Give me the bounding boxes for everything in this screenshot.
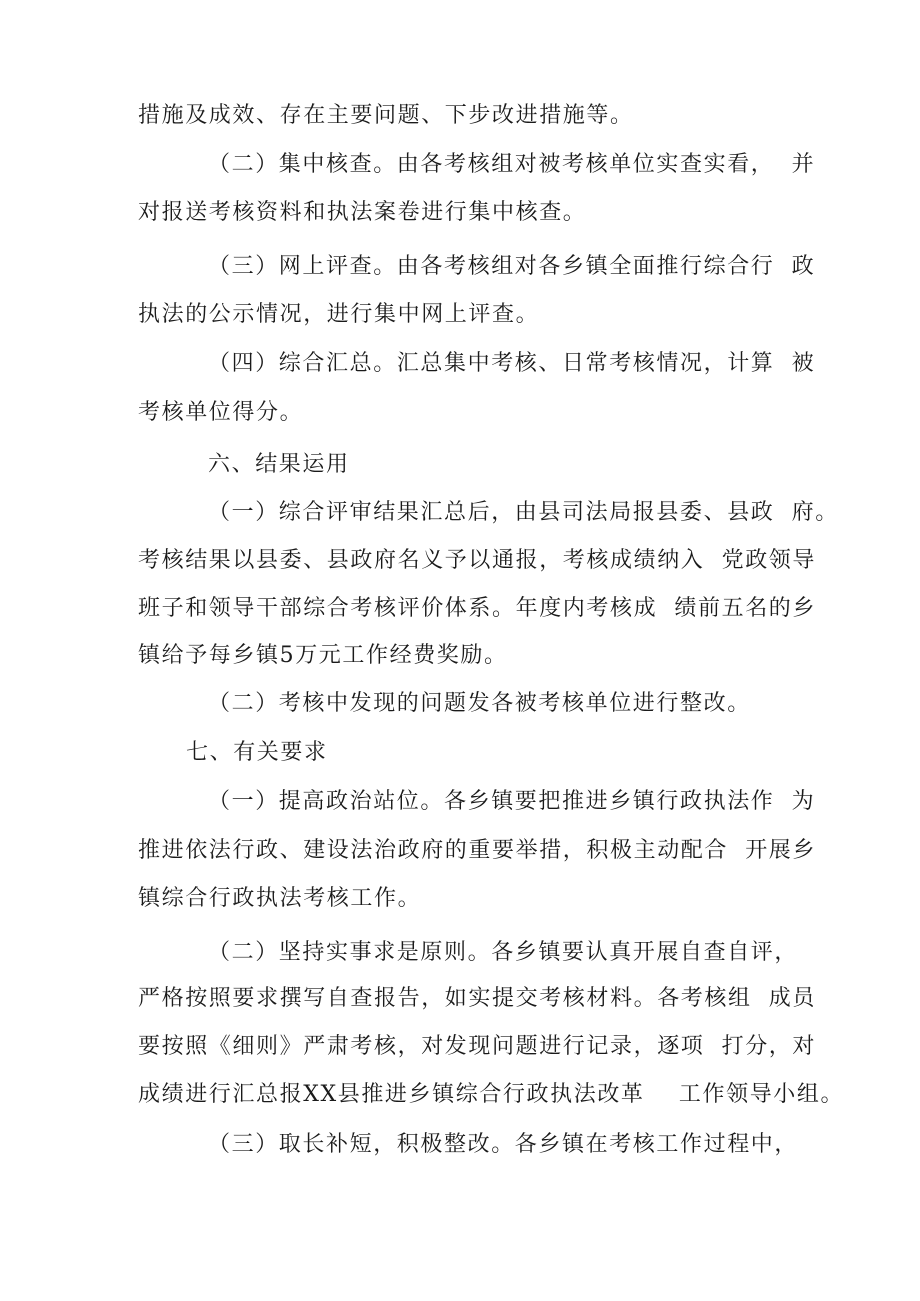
paragraph-line: 对报送考核资料和执法案卷进行集中核查。 — [138, 200, 587, 225]
paragraph-line: 严格按照要求撰写自查报告，如实提交考核材料。各考核组 成员 — [138, 986, 816, 1011]
paragraph-line: （二）考核中发现的问题发各被考核单位进行整改。 — [208, 691, 751, 716]
paragraph-line: 班子和领导干部综合考核评价体系。年度内考核成 绩前五名的乡 — [138, 596, 816, 621]
paragraph-line: （三）网上评查。由各考核组对各乡镇全面推行综合行 政 — [208, 254, 816, 279]
paragraph-line: 措施及成效、存在主要问题、下步改进措施等。 — [138, 103, 634, 128]
paragraph-line: （二）集中核查。由各考核组对被考核单位实查实看， 并 — [208, 152, 816, 177]
paragraph-line: 要按照《细则》严肃考核，对发现问题进行记录，逐项 打分，对 — [138, 1034, 816, 1059]
section-heading: 七、有关要求 — [186, 740, 328, 765]
paragraph-line: 镇综合行政执法考核工作。 — [138, 886, 422, 911]
section-heading: 六、结果运用 — [208, 452, 350, 477]
paragraph-line: 成绩进行汇总报XX县推进乡镇综合行政执法改革 工作领导小组。 — [138, 1082, 845, 1107]
paragraph-line: （二）坚持实事求是原则。各乡镇要认真开展自查自评， — [208, 940, 799, 965]
paragraph-line: 推进依法行政、建设法治政府的重要举措，积极主动配合 开展乡 — [138, 838, 816, 863]
paragraph-line: 镇给予每乡镇5万元工作经费奖励。 — [138, 643, 508, 668]
paragraph-line: （一）综合评审结果汇总后，由县司法局报县委、县政 府。 — [208, 500, 839, 525]
paragraph-line: （三）取长补短，积极整改。各乡镇在考核工作过程中， — [208, 1132, 799, 1157]
paragraph-line: 执法的公示情况，进行集中网上评查。 — [138, 302, 540, 327]
paragraph-line: 考核结果以县委、县政府名义予以通报，考核成绩纳入 党政领导 — [138, 548, 816, 573]
paragraph-line: （四）综合汇总。汇总集中考核、日常考核情况，计算 被 — [208, 351, 816, 376]
paragraph-line: 考核单位得分。 — [138, 400, 304, 425]
paragraph-line: （一）提高政治站位。各乡镇要把推进乡镇行政执法作 为 — [208, 789, 816, 814]
